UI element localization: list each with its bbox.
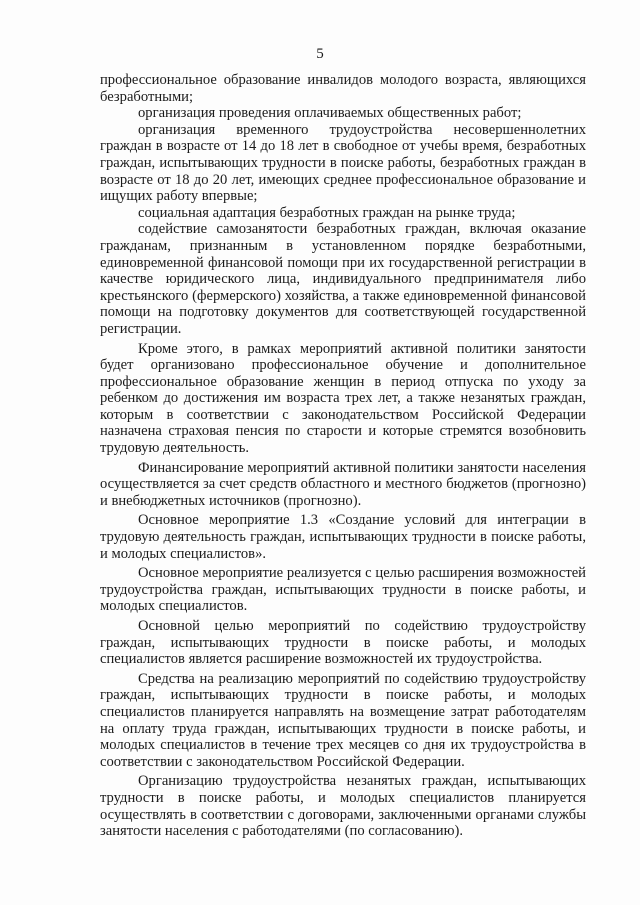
paragraph-main-goal: Основной целью мероприятий по содействию трудоустройству граждан, испытывающих трудности в поиске работы, и молодых специалистов является расширение возможностей их трудоустройства. (100, 618, 586, 668)
paragraph-social-adaptation: социальная адаптация безработных граждан на рынке труда; (138, 204, 516, 221)
paragraph-continuation: профессиональное образование инвалидов молодого возраста, являющихся безработными; (100, 72, 586, 105)
paragraph-financing: Финансирование мероприятий активной политики занятости населения осуществляется за счет средств областного и местного бюджетов (прогнозно) и внебюджетных источников (прогнозно). (100, 459, 586, 509)
paragraph-self-employment: содействие самозанятости безработных граждан, включая оказание гражданам, признанным в установленном порядке безработными, единовременной финансовой помощи при их государственной регистрации в качестве юридического лица, индивидуального предпринимателя либо крестьянского (фермерского) хозяйства, а также единовременной финансовой помощи на подготовку документов для соответствующей государственной регистрации. (100, 221, 586, 337)
paragraph-public-works: организация проведения оплачиваемых общественных работ; (138, 105, 522, 122)
document-body (100, 72, 586, 840)
paragraph-additional-training: Кроме этого, в рамках мероприятий активной политики занятости будет организовано профессиональное обучение и дополнительное профессиональное образование женщин в период отпуска по уходу за ребенком до достижения им возраста трех лет, а также незанятых граждан, которым в соответствии с законодательством Российской Федерации назначена страховая пенсия по старости и которые стремятся возобновить трудовую деятельность. (100, 340, 586, 457)
paragraph-main-event-1-3: Основное мероприятие 1.3 «Создание условий для интеграции в трудовую деятельность граждан, испытывающих трудности в поиске работы, и молодых специалистов». (100, 512, 586, 562)
paragraph-funding-direction: Средства на реализацию мероприятий по содействию трудоустройству граждан, испытывающих трудности в поиске работы, и молодых специалистов планируется направлять на возмещение затрат работодателям на оплату труда граждан, испытывающих трудности в поиске работы, и молодых специалистов в течение трех месяцев со дня их трудоустройства в соответствии с законодательством Российской Федерации. (100, 670, 586, 770)
paragraph-temporary-employment: организация временного трудоустройства несовершеннолетних граждан в возрасте от 14 до 18 лет в свободное от учебы время, безработных граждан, испытывающих трудности в поиске работы, безработных граждан в возрасте от 18 до 20 лет, имеющих среднее профессиональное образование и ищущих работу впервые; (100, 121, 586, 205)
paragraph-employment-organization: Организацию трудоустройства незанятых граждан, испытывающих трудности в поиске работы, и молодых специалистов планируется осуществлять в соответствии с договорами, заключенными органами службы занятости населения с работодателями (по согласованию). (100, 773, 586, 840)
paragraph-event-purpose: Основное мероприятие реализуется с целью расширения возможностей трудоустройства граждан, испытывающих трудности в поиске работы, и молодых специалистов. (100, 565, 586, 615)
page-number: 5 (316, 46, 324, 62)
